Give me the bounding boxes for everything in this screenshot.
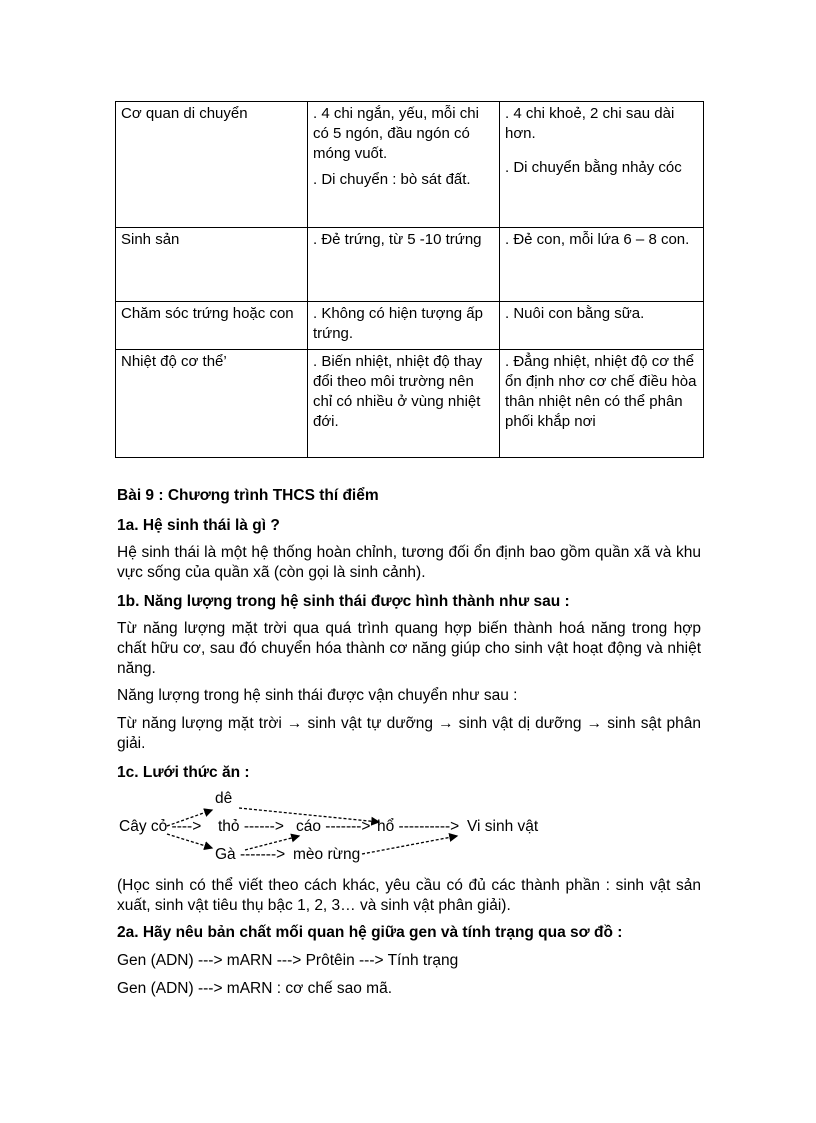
node-meo-rung: mèo rừng [293,846,361,863]
table-cell [500,302,704,350]
row-criterion: Nhiệt độ cơ thể’ [121,353,227,370]
arrow-meo-visinhvat [362,836,457,854]
table-row [116,102,704,228]
cell-text: . Biến nhiệt, nhiệt độ thay đổi theo môi trường nên chỉ có nhiều ở vùng nhiệt đới. [313,353,483,430]
table-cell [500,102,704,228]
paragraph-1b-3: Từ năng lượng mặt trời → sinh vật tự dưỡng → sinh vật dị dưỡng → sinh sật phân giải. [117,715,701,752]
arrow-cayco-de [167,810,212,826]
heading-1b: 1b. Năng lượng trong hệ sinh thái được hình thành như sau : [117,593,570,610]
table-row [116,228,704,302]
table-row [116,302,704,350]
paragraph-1b-2: Năng lượng trong hệ sinh thái được vận chuyển như sau : [117,687,518,704]
heading-1a: 1a. Hệ sinh thái là gì ? [117,517,280,534]
table-cell [308,102,500,228]
cell-text: . Di chuyển bằng nhảy cóc [505,159,682,176]
cell-text: . 4 chi khoẻ, 2 chi sau dài hơn. [505,105,675,142]
cell-text: . 4 chi ngắn, yếu, mỗi chi có 5 ngón, đầu ngón có móng vuốt. [313,105,479,162]
table-cell [116,302,308,350]
node-ga: Gà -------> [215,846,286,863]
food-web-arrows [117,788,677,868]
table-cell [116,350,308,458]
heading-1c: 1c. Lưới thức ăn : [117,764,250,781]
heading-2a: 2a. Hãy nêu bản chất mối quan hệ giữa gen và tính trạng qua sơ đồ : [117,924,623,941]
row-criterion: Sinh sản [121,231,180,248]
node-cay-co: Cây cỏ ----> [119,818,202,835]
cell-text: . Nuôi con bằng sữa. [505,305,645,322]
paragraph-1b-1: Từ năng lượng mặt trời qua quá trình quang hợp biến thành hoá năng trong hợp chất hữu cơ, sau đó chuyển hóa thành cơ năng giúp cho sinh vật hoạt động và nhiệt năng. [117,620,701,677]
paragraph-1a: Hệ sinh thái là một hệ thống hoàn chỉnh, tương đối ổn định bao gồm quần xã và khu vực sống của quần xã (còn gọi là sinh cảnh). [117,544,701,581]
node-ho: hổ ----------> [377,818,460,835]
cell-text: . Đẻ trứng, từ 5 -10 trứng [313,231,482,248]
table-cell [500,228,704,302]
paragraph-2a-1: Gen (ADN) ---> mARN ---> Prôtêin ---> Tính trạng [117,952,459,969]
paragraph-2a-2: Gen (ADN) ---> mARN : cơ chế sao mã. [117,980,393,997]
arrow-de-ho [239,808,379,822]
row-criterion: Cơ quan di chuyển [121,105,248,122]
table-cell [308,228,500,302]
table-cell [308,350,500,458]
arrow-ga-cao [245,836,299,850]
table-cell [116,228,308,302]
cell-text: . Di chuyển : bò sát đất. [313,171,471,188]
table-row [116,350,704,458]
paragraph-1c-note: (Học sinh có thể viết theo cách khác, yêu cầu có đủ các thành phần : sinh vật sản xuất, sinh vật tiêu thụ bậc 1, 2, 3… và sinh vật phân giải). [117,877,701,914]
arrow-cayco-ga [167,834,212,848]
comparison-table [115,101,704,458]
node-tho: thỏ ------> [218,818,284,835]
table-cell [116,102,308,228]
table-cell [500,350,704,458]
cell-text: . Đẳng nhiệt, nhiệt độ cơ thể ổn định nhơ cơ chế điều hòa thân nhiệt nên có thể phân phối khắp nơi [505,353,697,430]
section-title: Bài 9 : Chương trình THCS thí điểm [117,487,379,504]
node-vi-sinh-vat: Vi sinh vật [467,818,539,835]
node-cao: cáo -------> [296,818,371,835]
food-web-diagram [117,788,677,868]
row-criterion: Chăm sóc trứng hoặc con [121,305,294,322]
table-cell [308,302,500,350]
cell-text: . Không có hiện tượng ấp trứng. [313,305,483,342]
node-de: dê [215,790,233,807]
cell-text: . Đẻ con, mỗi lứa 6 – 8 con. [505,231,690,248]
